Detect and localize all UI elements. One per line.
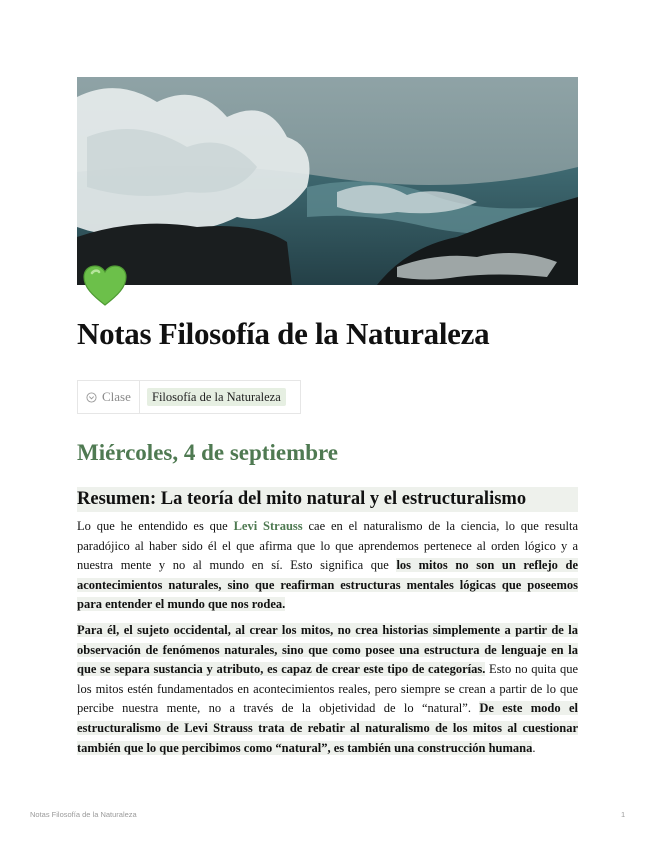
property-row [77,380,301,414]
p2-text-1: Esto no quita que los mitos estén fundamentados en acontecimientos reales, pero siempre se crean a partir de lo que percibe nuestra mente, no a través de la objetividad de lo “natural”. [77,662,578,716]
p1-text-1: Lo que he entendido es que [77,519,234,533]
green-heart-icon [82,263,128,309]
date-heading: Miércoles, 4 de septiembre [77,440,339,465]
p2-highlight-1: Para él, el sujeto occidental, al crear los mitos, no crea historias simplemente a partir de la observación de fenómenos naturales, sino que como posee una estructura de lenguaje en la que se separa sustancia y atributo, es capaz de crear este tipo de categorías. [77,623,578,677]
summary-heading: Resumen: La teoría del mito natural y el estructuralismo [77,487,578,512]
p1-text-2: cae en el naturalismo de la ciencia, lo que resulta paradójico al haber sido él el que afirma que lo que aprendemos pertenece al orden lógico y a nuestra mente y no al mundo en sí. Esto significa que [77,519,579,573]
footer-title: Notas Filosofía de la Naturaleza [30,810,137,819]
class-tag[interactable]: Filosofía de la Naturaleza [147,388,286,406]
p1-highlight: los mitos no son un reflejo de acontecimientos naturales, sino que reafirman estructuras mentales lógicas que poseemos para entender el mundo que nos rodea. [77,558,578,612]
page-number: 1 [621,810,626,819]
property-value[interactable] [140,388,286,406]
property-key [78,381,140,413]
cover-image [77,77,578,285]
select-property-icon [86,392,97,403]
author-name: Levi Strauss [233,519,303,533]
p2-highlight-2: De este modo el estructuralismo de Levi Strauss trata de rebatir al naturalismo de los mitos al cuestionar también que lo que percibimos como “natural”, es también una construcción humana [77,701,578,755]
p2-text-2: . [532,740,536,755]
paragraph-2 [77,621,578,758]
ocean-waves-painting [77,77,578,285]
property-label: Clase [102,389,131,404]
page-title: Notas Filosofía de la Naturaleza [77,316,490,351]
paragraph-1 [77,517,578,615]
